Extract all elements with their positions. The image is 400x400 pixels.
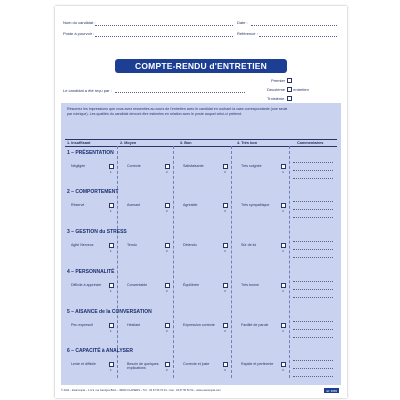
- interview-second-checkbox[interactable]: [287, 87, 292, 92]
- rating-number: 4: [282, 368, 284, 372]
- rating-checkbox[interactable]: [165, 362, 170, 367]
- rating-option-label: Très bonne: [241, 283, 260, 287]
- position-label: Poste à pourvoir :: [63, 31, 95, 36]
- divider: [173, 146, 174, 378]
- section-title: 2 – COMPORTEMENT: [67, 189, 119, 195]
- rating-number: 1: [110, 209, 112, 213]
- rating-option-label: Expression correcte: [183, 323, 215, 327]
- rating-checkbox[interactable]: [223, 164, 228, 169]
- comment-line[interactable]: [293, 297, 333, 298]
- rating-option-label: Agréable: [183, 203, 198, 207]
- rating-number: 1: [110, 249, 112, 253]
- comment-line[interactable]: [293, 368, 333, 369]
- evaluation-panel: [61, 103, 341, 385]
- rating-checkbox[interactable]: [165, 203, 170, 208]
- rating-checkbox[interactable]: [165, 164, 170, 169]
- comment-line[interactable]: [293, 257, 333, 258]
- interview-first-checkbox[interactable]: [287, 78, 292, 83]
- column-header: [65, 139, 337, 147]
- rating-number: 2: [166, 209, 168, 213]
- rating-option-label: Rapide et pertinente: [241, 362, 274, 366]
- rating-option-label: Avenant: [127, 203, 141, 207]
- interview-second-label: Deuxième: [267, 87, 286, 92]
- rating-option-label: Tendu: [127, 243, 137, 247]
- col-moyen: 2. Moyen: [120, 140, 137, 145]
- divider: [117, 146, 118, 378]
- rating-option-label: Équilibrée: [183, 283, 199, 287]
- position-field[interactable]: [95, 36, 233, 37]
- rating-number: 1: [110, 368, 112, 372]
- comment-line[interactable]: [293, 360, 333, 361]
- interview-third-checkbox[interactable]: [287, 96, 292, 101]
- rating-number: 4: [282, 209, 284, 213]
- comment-line[interactable]: [293, 337, 333, 338]
- divider: [231, 146, 232, 378]
- col-tres-bon: 4. Très bon: [237, 140, 258, 145]
- comment-line[interactable]: [293, 170, 333, 171]
- rating-checkbox[interactable]: [165, 243, 170, 248]
- comment-line[interactable]: [293, 281, 333, 282]
- reference-badge: réf. 6565: [325, 388, 337, 393]
- interview-third-label: Troisième: [267, 96, 285, 101]
- col-commentaires: Commentaires: [297, 140, 324, 145]
- rating-option-label: Très soignée: [241, 164, 262, 168]
- rating-checkbox[interactable]: [109, 283, 114, 288]
- interview-first: [271, 78, 292, 83]
- rating-option-label: Correcte et juste: [183, 362, 210, 366]
- footer-text: © 2011 – Exacompta – 1 & 9, rue Georges Bizet – 39600 CLAPIERS – Tél. : 04 67 06 70 04 – Fax : 04 67 55 51 52 – www.exacompta.com: [61, 389, 221, 392]
- rating-option-label: Correcte: [127, 164, 141, 168]
- rating-option-label: Très sympathique: [241, 203, 270, 207]
- rating-number: 4: [282, 329, 284, 333]
- rating-checkbox[interactable]: [281, 323, 286, 328]
- rating-checkbox[interactable]: [109, 362, 114, 367]
- rating-option-label: Peu expressif: [71, 323, 93, 327]
- footer: [61, 389, 341, 392]
- rating-number: 3: [224, 249, 226, 253]
- rating-option-label: Agité Nerveux: [71, 243, 94, 247]
- divider: [289, 146, 290, 378]
- comment-line[interactable]: [293, 376, 333, 377]
- date-label: Date :: [237, 20, 248, 25]
- rating-number: 3: [224, 209, 226, 213]
- rating-checkbox[interactable]: [223, 243, 228, 248]
- rating-option-label: Lente et difficile: [71, 362, 96, 366]
- rating-number: 3: [224, 170, 226, 174]
- rating-option-label: Hésitant: [127, 323, 141, 327]
- rating-checkbox[interactable]: [109, 243, 114, 248]
- rating-checkbox[interactable]: [281, 203, 286, 208]
- rating-checkbox[interactable]: [165, 323, 170, 328]
- rating-number: 1: [110, 170, 112, 174]
- rating-checkbox[interactable]: [109, 323, 114, 328]
- rating-option-label: Besoin de quelques explications: [127, 362, 159, 371]
- rating-checkbox[interactable]: [223, 323, 228, 328]
- received-by-label: Le candidat a été reçu par :: [63, 88, 112, 93]
- comment-line[interactable]: [293, 249, 333, 250]
- comment-line[interactable]: [293, 201, 333, 202]
- rating-option-label: Négligée: [71, 164, 86, 168]
- candidate-row: [63, 20, 95, 25]
- rating-checkbox[interactable]: [109, 203, 114, 208]
- rating-option-label: Difficile à apprécier: [71, 283, 102, 287]
- rating-checkbox[interactable]: [165, 283, 170, 288]
- comment-line[interactable]: [293, 289, 333, 290]
- rating-number: 2: [166, 249, 168, 253]
- rating-number: 4: [282, 249, 284, 253]
- interview-suffix: entretien: [293, 87, 309, 92]
- section-title: 5 – AISANCE de la CONVERSATION: [67, 309, 152, 315]
- section-title: 3 – GESTION du STRESS: [67, 229, 127, 235]
- col-bon: 3. Bon: [180, 140, 192, 145]
- section-title: 6 – CAPACITÉ à ANALYSER: [67, 348, 133, 354]
- form-sheet: [55, 6, 347, 398]
- comment-line[interactable]: [293, 178, 333, 179]
- comment-line[interactable]: [293, 209, 333, 210]
- candidate-field[interactable]: [95, 25, 233, 26]
- rating-checkbox[interactable]: [281, 362, 286, 367]
- rating-option-label: Détendu: [183, 243, 197, 247]
- rating-number: 1: [110, 329, 112, 333]
- page-title: COMPTE-RENDU d'ENTRETIEN: [115, 59, 287, 73]
- rating-checkbox[interactable]: [109, 164, 114, 169]
- rating-checkbox[interactable]: [281, 164, 286, 169]
- comment-line[interactable]: [293, 321, 333, 322]
- received-by-field[interactable]: [115, 92, 245, 93]
- comment-line[interactable]: [293, 162, 333, 163]
- reference-label: Référence :: [237, 31, 258, 36]
- rating-number: 2: [166, 329, 168, 333]
- rating-option-label: Conventable: [127, 283, 148, 287]
- reference-row: [237, 31, 258, 36]
- comment-line[interactable]: [293, 241, 333, 242]
- comment-line[interactable]: [293, 217, 333, 218]
- interview-second: [267, 87, 309, 92]
- rating-number: 2: [166, 368, 168, 372]
- rating-option-label: Satisfaisante: [183, 164, 204, 168]
- rating-option-label: Facilité de parole: [241, 323, 269, 327]
- date-field[interactable]: [251, 25, 337, 26]
- interview-third: [267, 96, 292, 101]
- rating-number: 4: [282, 170, 284, 174]
- rating-number: 4: [282, 289, 284, 293]
- rating-checkbox[interactable]: [281, 243, 286, 248]
- candidate-label: Nom du candidat :: [63, 20, 96, 25]
- position-row: [63, 31, 94, 36]
- rating-number: 3: [224, 289, 226, 293]
- rating-option-label: Sûr de lui: [241, 243, 257, 247]
- col-insuffisant: 1. Insuffisant: [67, 140, 91, 145]
- rating-number: 3: [224, 329, 226, 333]
- comment-line[interactable]: [293, 329, 333, 330]
- rating-number: 3: [224, 368, 226, 372]
- rating-number: 2: [166, 170, 168, 174]
- rating-option-label: Réservé: [71, 203, 85, 207]
- intro-text: Résumez les impressions que vous avez ressenties au cours de l'entretien avec le candidat en cochant la case correspondante (une seule par rubrique). Les qualités du candidat devront être estimées en relation avec le poste auquel celui-ci prétend.: [67, 107, 288, 116]
- rating-checkbox[interactable]: [223, 203, 228, 208]
- section-title: 1 – PRÉSENTATION: [67, 150, 114, 156]
- reference-field[interactable]: [259, 36, 337, 37]
- interview-first-label: Premier: [271, 78, 286, 83]
- rating-checkbox[interactable]: [281, 283, 286, 288]
- rating-number: 2: [166, 289, 168, 293]
- rating-checkbox[interactable]: [223, 362, 228, 367]
- rating-checkbox[interactable]: [223, 283, 228, 288]
- date-row: [237, 20, 248, 25]
- rating-number: 1: [110, 289, 112, 293]
- section-title: 4 – PERSONNALITÉ: [67, 269, 115, 275]
